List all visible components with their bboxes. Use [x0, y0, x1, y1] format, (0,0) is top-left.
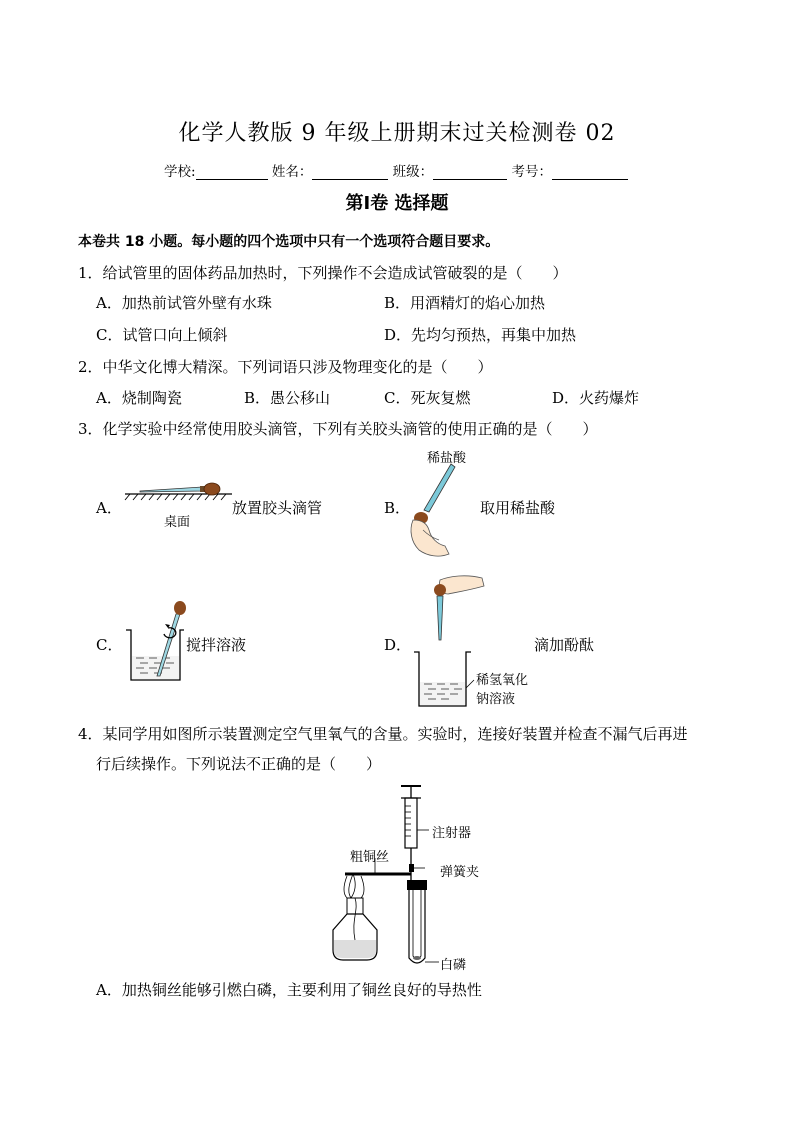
question-3-option-b-caption: 取用稀盐酸	[480, 499, 556, 517]
instructions: 本卷共 18 小题。每小题的四个选项中只有一个选项符合题目要求。	[78, 234, 500, 250]
white-phosphorus-label: 白磷	[440, 958, 467, 973]
question-3-stem: 3．化学实验中经常使用胶头滴管，下列有关胶头滴管的使用正确的是（ ）	[78, 420, 598, 438]
page-title: 化学人教版 9 年级上册期末过关检测卷 02	[178, 121, 616, 146]
copper-wire-label: 粗铜丝	[350, 850, 390, 865]
question-1-stem: 1．给试管里的固体药品加热时，下列操作不会造成试管破裂的是（ ）	[78, 264, 568, 282]
question-2-stem: 2．中华文化博大精深。下列词语只涉及物理变化的是（ ）	[78, 358, 493, 376]
naoh-label-line1: 稀氢氧化	[476, 673, 529, 688]
school-blank[interactable]	[196, 165, 268, 180]
question-3-option-c[interactable]: C．	[96, 636, 123, 654]
dilute-hcl-label: 稀盐酸	[427, 451, 467, 466]
question-3-option-d[interactable]: D．	[384, 636, 412, 654]
question-3-option-c-caption: 搅拌溶液	[186, 636, 247, 654]
spring-clamp-label: 弹簧夹	[440, 865, 480, 880]
exam-no-label: 考号：	[511, 164, 552, 180]
question-3-option-a-caption: 放置胶头滴管	[232, 499, 323, 517]
question-3-option-a[interactable]: A．	[96, 499, 122, 517]
question-4-option-a[interactable]: A．加热铜丝能够引燃白磷，主要利用了铜丝良好的导热性	[96, 981, 482, 999]
class-label: 班级：	[392, 164, 434, 180]
question-3-option-b[interactable]: B．	[384, 499, 411, 517]
question-4-stem-line1: 4．某同学用如图所示装置测定空气里氧气的含量。实验时，连接好装置并检查不漏气后再进	[78, 725, 688, 743]
exam-no-blank[interactable]	[552, 165, 628, 180]
dropper-tilted-figure	[405, 460, 465, 560]
question-4-stem-line2: 行后续操作。下列说法不正确的是（ ）	[96, 755, 382, 773]
question-2-option-b[interactable]: B．愚公移山	[244, 389, 331, 407]
question-2-option-c[interactable]: C．死灰复燃	[384, 389, 471, 407]
table-label: 桌面	[164, 515, 191, 530]
question-1-option-b[interactable]: B．用酒精灯的焰心加热	[384, 294, 546, 312]
question-1-option-a[interactable]: A．加热前试管外壁有水珠	[96, 294, 272, 312]
question-1-option-c[interactable]: C．试管口向上倾斜	[96, 326, 228, 344]
beaker-stirring-figure	[124, 600, 186, 684]
question-1-option-d[interactable]: D．先均匀预热，再集中加热	[384, 326, 577, 344]
class-blank[interactable]	[433, 165, 507, 180]
syringe-label: 注射器	[432, 826, 472, 841]
school-label: 学校:	[164, 164, 196, 180]
question-3-option-d-caption: 滴加酚酞	[534, 636, 595, 654]
question-2-option-d[interactable]: D．火药爆炸	[552, 389, 640, 407]
student-info-line	[164, 160, 628, 180]
name-blank[interactable]	[312, 165, 388, 180]
naoh-label-line2: 钠溶液	[476, 692, 516, 707]
name-label: 姓名：	[271, 164, 313, 180]
section-title: 第Ⅰ卷 选择题	[345, 193, 449, 214]
question-2-option-a[interactable]: A．烧制陶瓷	[96, 389, 182, 407]
